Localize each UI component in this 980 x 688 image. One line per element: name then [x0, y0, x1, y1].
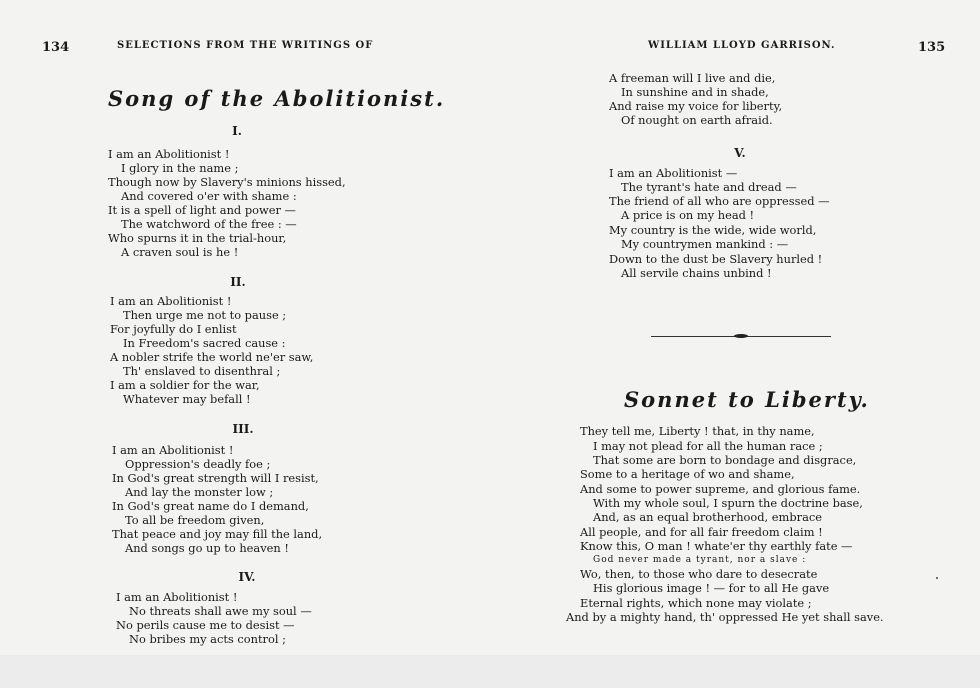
- continuation-line: And raise my voice for liberty,: [609, 99, 783, 113]
- stanza-2-line: In Freedom's sacred cause :: [123, 336, 286, 350]
- stanza-2-line: Whatever may befall !: [123, 392, 251, 406]
- stanza-5-line: My country is the wide, wide world,: [609, 223, 817, 237]
- stanza-4-line: I am an Abolitionist !: [116, 590, 238, 604]
- stanza-1-line: Who spurns it in the trial-hour,: [108, 231, 287, 245]
- sonnet-line: Eternal rights, which none may violate ;: [580, 596, 812, 610]
- stanza-1-line: I am an Abolitionist !: [108, 147, 230, 161]
- right-page: [490, 0, 980, 655]
- stanza-5-line: The friend of all who are oppressed —: [609, 194, 830, 208]
- stanza-1-line: It is a spell of light and power —: [108, 203, 296, 217]
- stanza-1-line: Though now by Slavery's minions hissed,: [108, 175, 346, 189]
- stanza-2-line: For joyfully do I enlist: [110, 322, 237, 336]
- continuation-line: A freeman will I live and die,: [609, 71, 776, 85]
- sonnet-line: His glorious image ! — for to all He gave: [593, 581, 830, 595]
- stanza-3-line: And songs go up to heaven !: [125, 541, 289, 555]
- sonnet-line: God never made a tyrant, nor a slave :: [593, 555, 807, 565]
- stanza-3-line: In God's great strength will I resist,: [112, 471, 319, 485]
- stanza-number-5: V.: [734, 146, 746, 160]
- print-speck: [936, 577, 938, 579]
- left-running-head: SELECTIONS FROM THE WRITINGS OF: [117, 40, 374, 51]
- stanza-4-line: No bribes my acts control ;: [129, 632, 286, 646]
- stanza-3-line: In God's great name do I demand,: [112, 499, 309, 513]
- sonnet-line: All people, and for all fair freedom claim !: [580, 525, 823, 539]
- stanza-1-line: And covered o'er with shame :: [121, 189, 297, 203]
- sonnet-line: Know this, O man ! whate'er thy earthly fate —: [580, 539, 853, 553]
- stanza-4-line: No threats shall awe my soul —: [129, 604, 312, 618]
- stanza-number-1: I.: [232, 124, 242, 138]
- continuation-line: Of nought on earth afraid.: [621, 113, 773, 127]
- sonnet-line: With my whole soul, I spurn the doctrine base,: [593, 496, 863, 510]
- right-page-number: 135: [918, 40, 946, 55]
- stanza-5-line: A price is on my head !: [621, 208, 755, 222]
- stanza-5-line: The tyrant's hate and dread —: [621, 180, 797, 194]
- scan-margin: [0, 655, 980, 688]
- sonnet-line: Some to a heritage of wo and shame,: [580, 467, 795, 481]
- stanza-3-line: To all be freedom given,: [125, 513, 265, 527]
- stanza-3-line: That peace and joy may fill the land,: [112, 527, 323, 541]
- left-page: [0, 0, 490, 655]
- stanza-2-line: I am an Abolitionist !: [110, 294, 232, 308]
- stanza-1-line: The watchword of the free : —: [121, 217, 297, 231]
- stanza-3-line: And lay the monster low ;: [125, 485, 274, 499]
- stanza-3-line: I am an Abolitionist !: [112, 443, 234, 457]
- stanza-number-3: III.: [232, 422, 254, 436]
- right-running-head: WILLIAM LLOYD GARRISON.: [648, 40, 836, 51]
- stanza-2-line: Then urge me not to pause ;: [123, 308, 287, 322]
- stanza-5-line: All servile chains unbind !: [621, 266, 772, 280]
- stanza-5-line: Down to the dust be Slavery hurled !: [609, 252, 823, 266]
- sonnet-line: I may not plead for all the human race ;: [593, 439, 823, 453]
- sonnet-title: Sonnet to Liberty.: [624, 387, 870, 412]
- stanza-2-line: A nobler strife the world ne'er saw,: [110, 350, 314, 364]
- sonnet-line: Wo, then, to those who dare to desecrate: [580, 567, 818, 581]
- sonnet-line: They tell me, Liberty ! that, in thy name,: [580, 424, 815, 438]
- stanza-number-2: II.: [230, 275, 246, 289]
- stanza-5-line: I am an Abolitionist —: [609, 166, 738, 180]
- sonnet-line: And some to power supreme, and glorious fame.: [580, 482, 861, 496]
- stanza-1-line: I glory in the name ;: [121, 161, 239, 175]
- sonnet-line: And by a mighty hand, th' oppressed He yet shall save.: [566, 610, 884, 624]
- poem-title: Song of the Abolitionist.: [108, 86, 446, 111]
- stanza-1-line: A craven soul is he !: [121, 245, 239, 259]
- sonnet-line: That some are born to bondage and disgrace,: [593, 453, 857, 467]
- left-page-number: 134: [42, 40, 70, 55]
- stanza-2-line: I am a soldier for the war,: [110, 378, 260, 392]
- rule-ornament: [734, 334, 748, 338]
- stanza-4-line: No perils cause me to desist —: [116, 618, 295, 632]
- continuation-line: In sunshine and in shade,: [621, 85, 769, 99]
- stanza-3-line: Oppression's deadly foe ;: [125, 457, 271, 471]
- stanza-2-line: Th' enslaved to disenthral ;: [123, 364, 281, 378]
- stanza-number-4: IV.: [238, 570, 256, 584]
- sonnet-line: And, as an equal brotherhood, embrace: [593, 510, 822, 524]
- stanza-5-line: My countrymen mankind : —: [621, 237, 789, 251]
